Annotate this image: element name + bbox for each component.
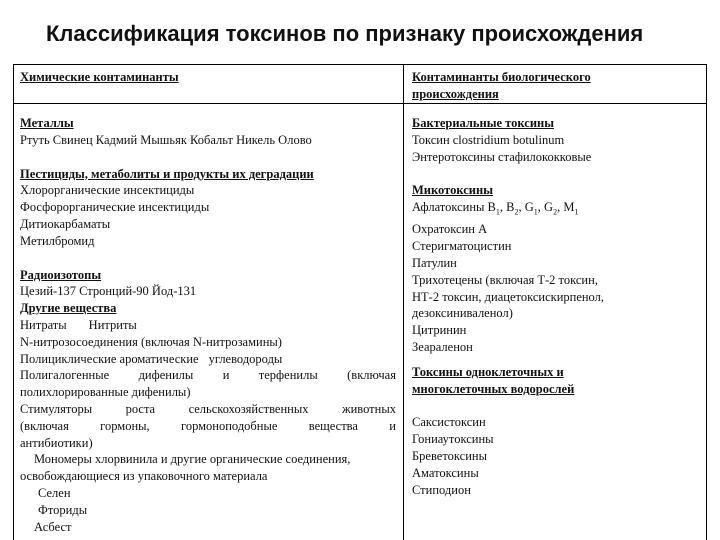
pah-line [20,351,396,368]
stim-word: вещества [308,418,358,433]
stim-word: гормоноподобные [181,418,278,433]
algae-heading-line1: Токсины одноклеточных и [412,364,564,379]
pcb-word: Полигалогенные [20,368,110,383]
other-substances-heading: Другие вещества [20,301,117,316]
bacterial-item: Токсин clostridium botulinum [412,132,565,147]
mycotoxin-item: НТ-2 токсин, диацетоксискирпенол, [412,289,605,304]
stimulators-line [20,401,396,418]
aflatoxins-text: , G [537,200,554,215]
header-chemical: Химические контаминанты [20,70,179,84]
stim-word: Стимуляторы [20,401,93,416]
mycotoxin-item: Зеараленон [412,340,473,355]
nitroso-line: N-нитрозосоединения (включая N-нитрозамины) [20,334,282,349]
mycotoxins-heading: Микотоксины [412,183,493,198]
stim-word: гормоны, [100,418,150,433]
selenium: Селен [38,485,71,500]
radioisotopes-list: Цезий-137 Стронций-90 Йод-131 [20,284,197,299]
pesticide-item: Хлорорганические инсектициды [20,183,195,198]
asbestos: Асбест [34,519,72,534]
header-biological-line2: происхождения [412,86,499,101]
algae-heading-line2: многоклеточных водорослей [412,381,575,396]
pcb-word: дифенилы [138,368,194,383]
stim-word: (включая [20,418,69,433]
mycotoxin-item: Охратоксин А [412,222,488,237]
header-left-cell [20,69,396,86]
algae-toxin-item: Бреветоксины [412,449,487,464]
aflatoxins-text: , G [518,200,534,215]
algae-toxin-item: Саксистоксин [412,415,486,430]
mycotoxin-item: Трихотецены (включая Т-2 токсин, [412,272,598,287]
aflatoxins-text: Афлатоксины B [412,200,496,215]
algae-toxin-item: Аматоксины [412,465,479,480]
pcb-word: (включая [347,368,396,383]
chemical-column [20,115,396,535]
radioisotopes-heading: Радиоизотопы [20,267,102,282]
column-divider [403,65,404,540]
stimulators-line3: антибиотики) [20,435,93,450]
nitrates: Нитраты [20,317,67,332]
pah-part1: Полициклические ароматические [20,351,199,366]
pcb-word: терфенилы [258,368,318,383]
mycotoxin-item: дезоксиниваленол) [412,306,513,321]
pcb-line [20,367,396,384]
aflatoxins-text: , M [557,200,575,215]
stim-word: роста [125,401,156,416]
aflatoxins-line [412,199,698,221]
bacterial-heading: Бактериальные токсины [412,116,555,130]
algae-toxin-item: Стиподион [412,482,471,497]
pah-part2: углеводороды [208,351,283,366]
stim-word: животных [341,401,396,416]
subscript: 1 [533,207,538,217]
header-divider [14,103,706,104]
metals-heading: Металлы [20,116,74,130]
header-biological-line1: Контаминанты биологического [412,70,591,84]
header-right-cell [412,69,698,103]
stim-word: и [389,418,396,433]
page-title: Классификация токсинов по признаку происхождения [46,21,644,46]
mycotoxin-item: Стеригматоцистин [412,239,512,254]
subscript: 1 [495,207,500,217]
aflatoxins-text: , B [499,200,515,215]
pesticide-item: Метилбромид [20,233,95,248]
mycotoxin-item: Патулин [412,256,457,271]
nitrites: Нитриты [88,317,137,332]
pesticide-item: Дитиокарбаматы [20,216,111,231]
pcb-word: и [222,368,230,383]
nitrates-nitrites-line [20,317,396,334]
subscript: 2 [514,207,519,217]
fluorides: Фториды [38,502,88,517]
pesticides-heading: Пестициды, метаболиты и продукты их деградации [20,166,314,181]
pcb-line2: полихлорированные дифенилы) [20,385,191,400]
monomers-line1: Мономеры хлорвинила и другие органические соединения, [34,452,351,467]
metals-list: Ртуть Свинец Кадмий Мышьяк Кобальт Никель Олово [20,132,312,147]
monomers-line2: освобождающиеся из упаковочного материала [20,469,268,484]
subscript: 1 [574,207,579,217]
algae-toxin-item: Гониаутоксины [412,432,494,447]
stim-word: сельскохозяйственных [188,401,309,416]
bacterial-item: Энтеротоксины стафилококковые [412,149,592,164]
stimulators-line2 [20,418,396,435]
biological-column [412,115,698,498]
mycotoxin-item: Цитринин [412,323,467,338]
subscript: 2 [553,207,558,217]
pesticide-item: Фосфорорганические инсектициды [20,200,210,215]
classification-table [13,64,707,540]
